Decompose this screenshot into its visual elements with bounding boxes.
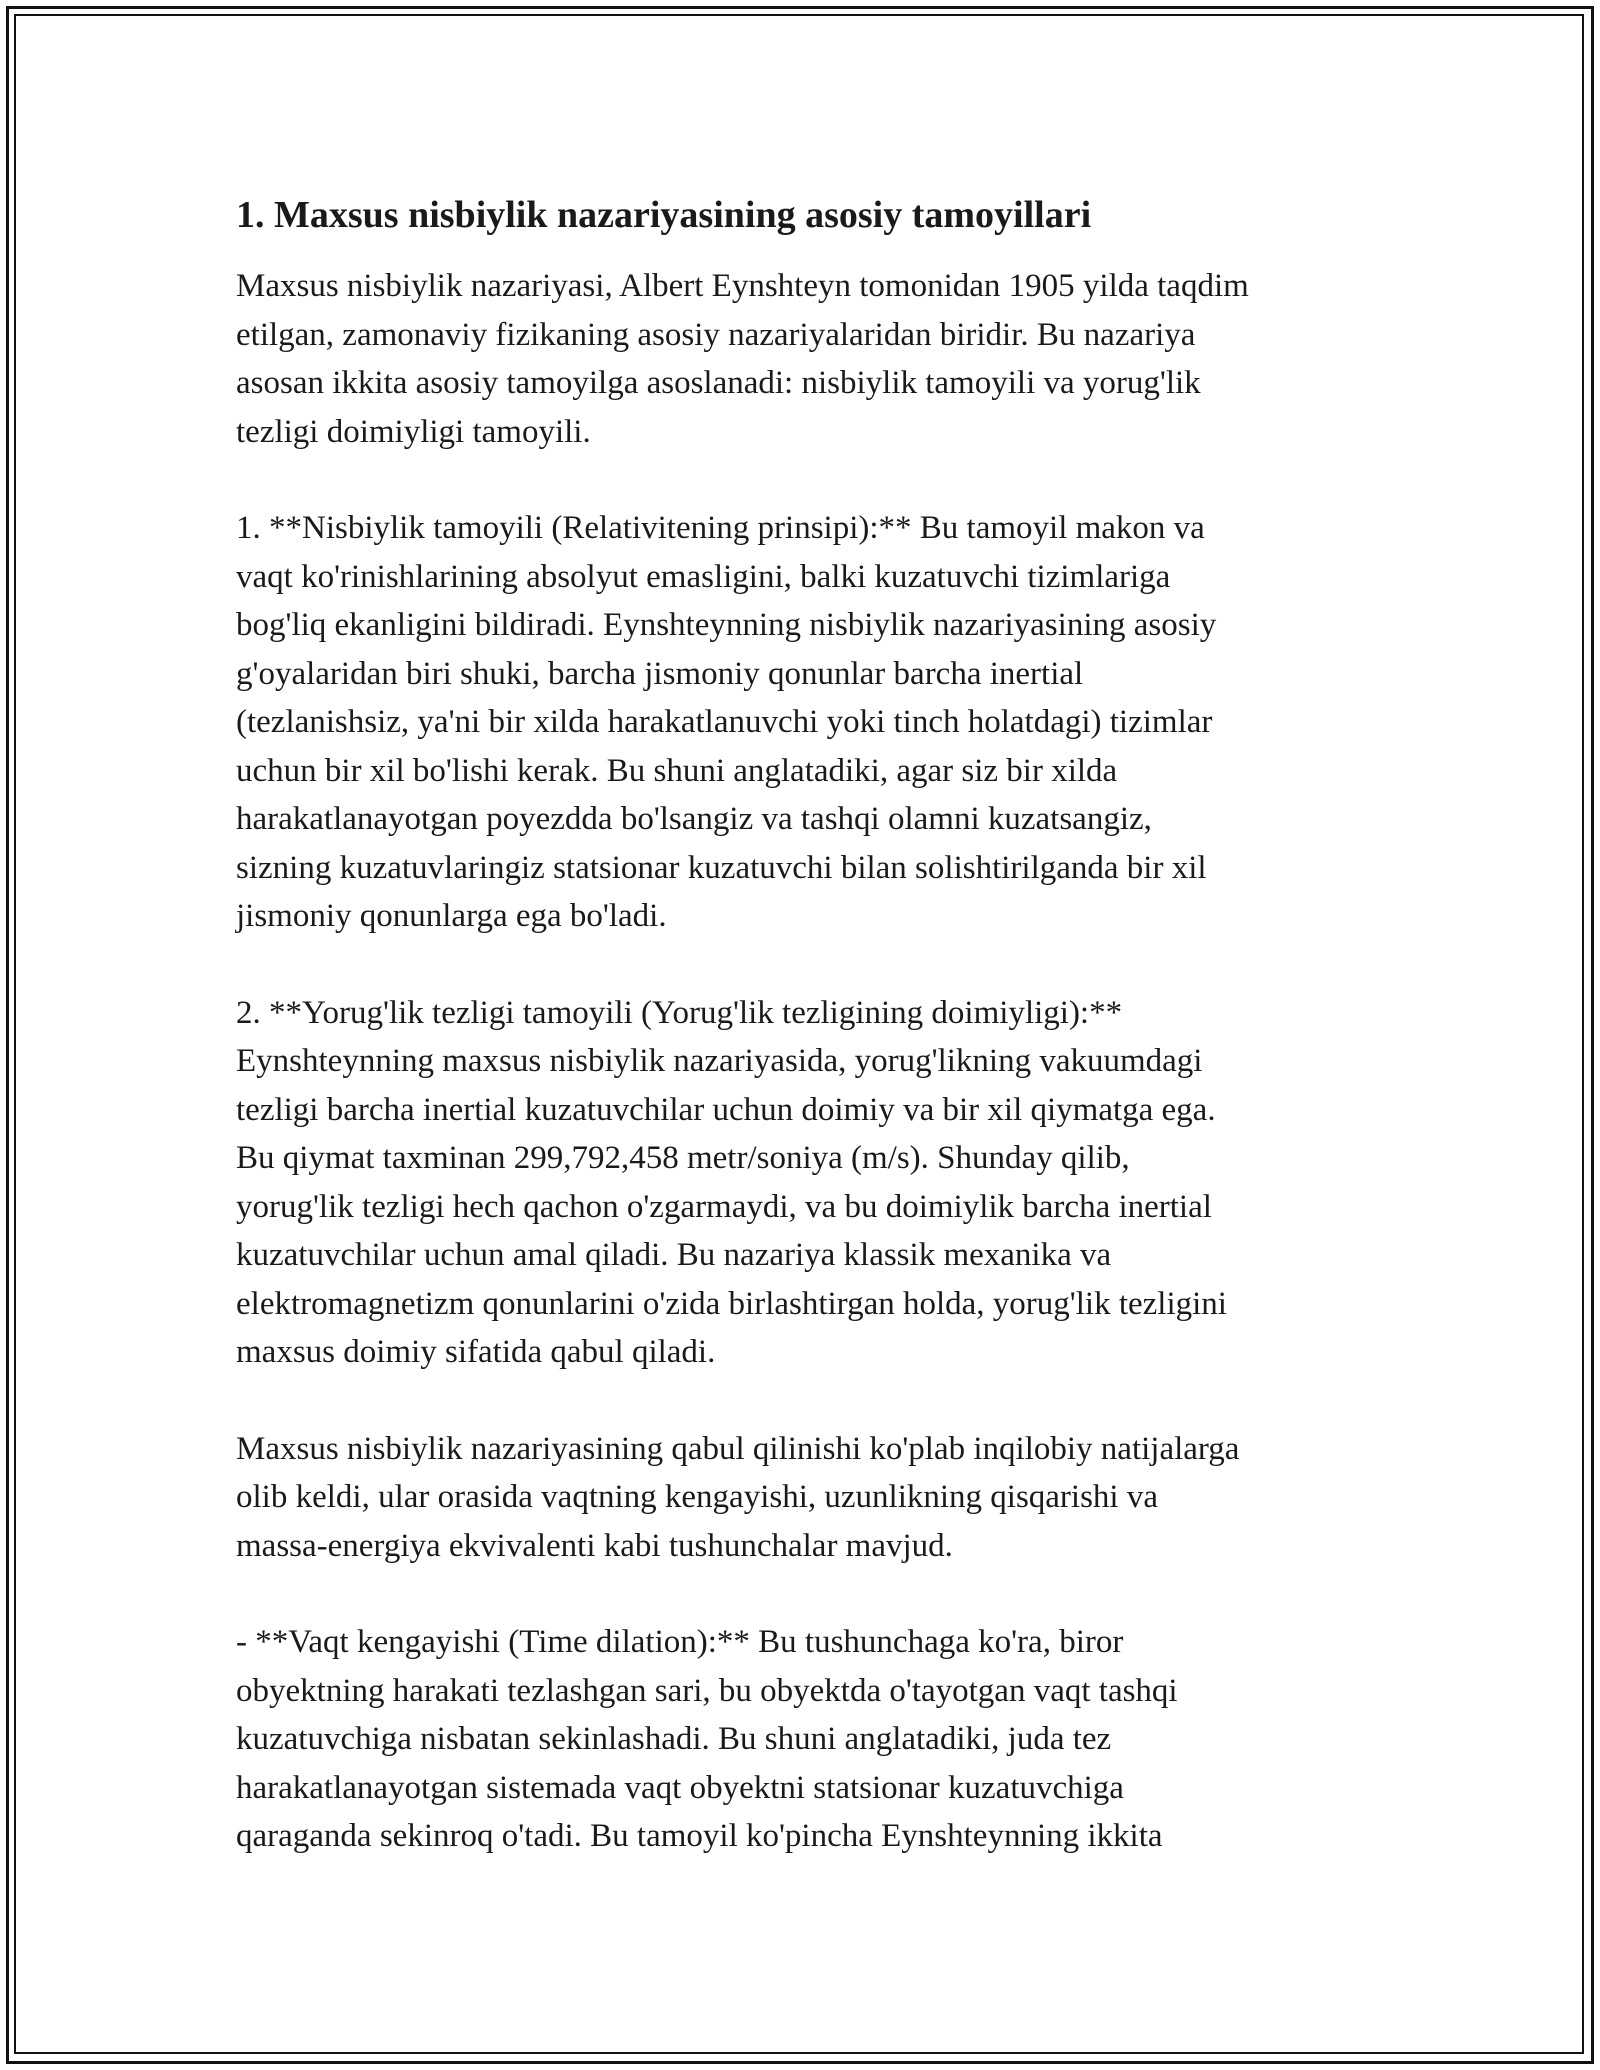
document-body <box>236 186 1386 1861</box>
paragraph-consequences: Maxsus nisbiylik nazariyasining qabul qilinishi ko'plab inqilobiy natijalarga olib keldi, ular orasida vaqtning kengayishi, uzunlikning qisqarishi va massa-energiya ekvivalenti kabi tushunchalar mavjud. <box>236 1430 1240 1564</box>
paragraph-light-speed-principle: 2. **Yorug'lik tezligi tamoyili (Yorug'lik tezligining doimiyligi):** Eynshteynning maxsus nisbiylik nazariyasida, yorug'likning vakuumdagi tezligi barcha inertial kuzatuvchilar uchun doimiy va bir xil qiymatga ega. Bu qiymat taxminan 299,792,458 metr/soniya (m/s). Shunday qilib, yorug'lik tezligi hech qachon o'zgarmaydi, va bu doimiylik barcha inertial kuzatuvchilar uchun amal qiladi. Bu nazariya klassik mexanika va elektromagnetizm qonunlarini o'zida birlashtirgan holda, yorug'lik tezligini maxsus doimiy sifatida qabul qiladi. <box>236 994 1227 1370</box>
paragraph-time-dilation: - **Vaqt kengayishi (Time dilation):** Bu tushunchaga ko'ra, biror obyektning harakati tezlashgan sari, bu obyektda o'tayotgan vaqt tashqi kuzatuvchiga nisbatan sekinlashadi. Bu shuni anglatadiki, juda tez harakatlanayotgan sistemada vaqt obyektni statsionar kuzatuvchiga qaraganda sekinroq o'tadi. Bu tamoyil ko'pincha Eynshteynning ikkita <box>236 1624 1178 1854</box>
paragraph-intro: Maxsus nisbiylik nazariyasi, Albert Eynshteyn tomonidan 1905 yilda taqdim etilgan, zamonaviy fizikaning asosiy nazariyalaridan biridir. Bu nazariya asosan ikkita asosiy tamoyilga asoslanadi: nisbiylik tamoyili va yorug'lik tezligi doimiyligi tamoyili. <box>236 268 1249 450</box>
paragraph-relativity-principle: 1. **Nisbiylik tamoyili (Relativitening prinsipi):** Bu tamoyil makon va vaqt ko'rinishlarining absolyut emasligini, balki kuzatuvchi tizimlariga bog'liq ekanligini bildiradi. Eynshteynning nisbiylik nazariyasining asosiy g'oyalaridan biri shuki, barcha jismoniy qonunlar barcha inertial (tezlanishsiz, ya'ni bir xilda harakatlanuvchi yoki tinch holatdagi) tizimlar uchun bir xil bo'lishi kerak. Bu shuni anglatadiki, agar siz bir xilda harakatlanayotgan poyezdda bo'lsangiz va tashqi olamni kuzatsangiz, sizning kuzatuvlaringiz statsionar kuzatuvchi bilan solishtirilganda bir xil jismoniy qonunlarga ega bo'ladi. <box>236 510 1217 934</box>
section-heading: 1. Maxsus nisbiylik nazariyasining asosiy tamoyillari <box>236 194 1092 236</box>
